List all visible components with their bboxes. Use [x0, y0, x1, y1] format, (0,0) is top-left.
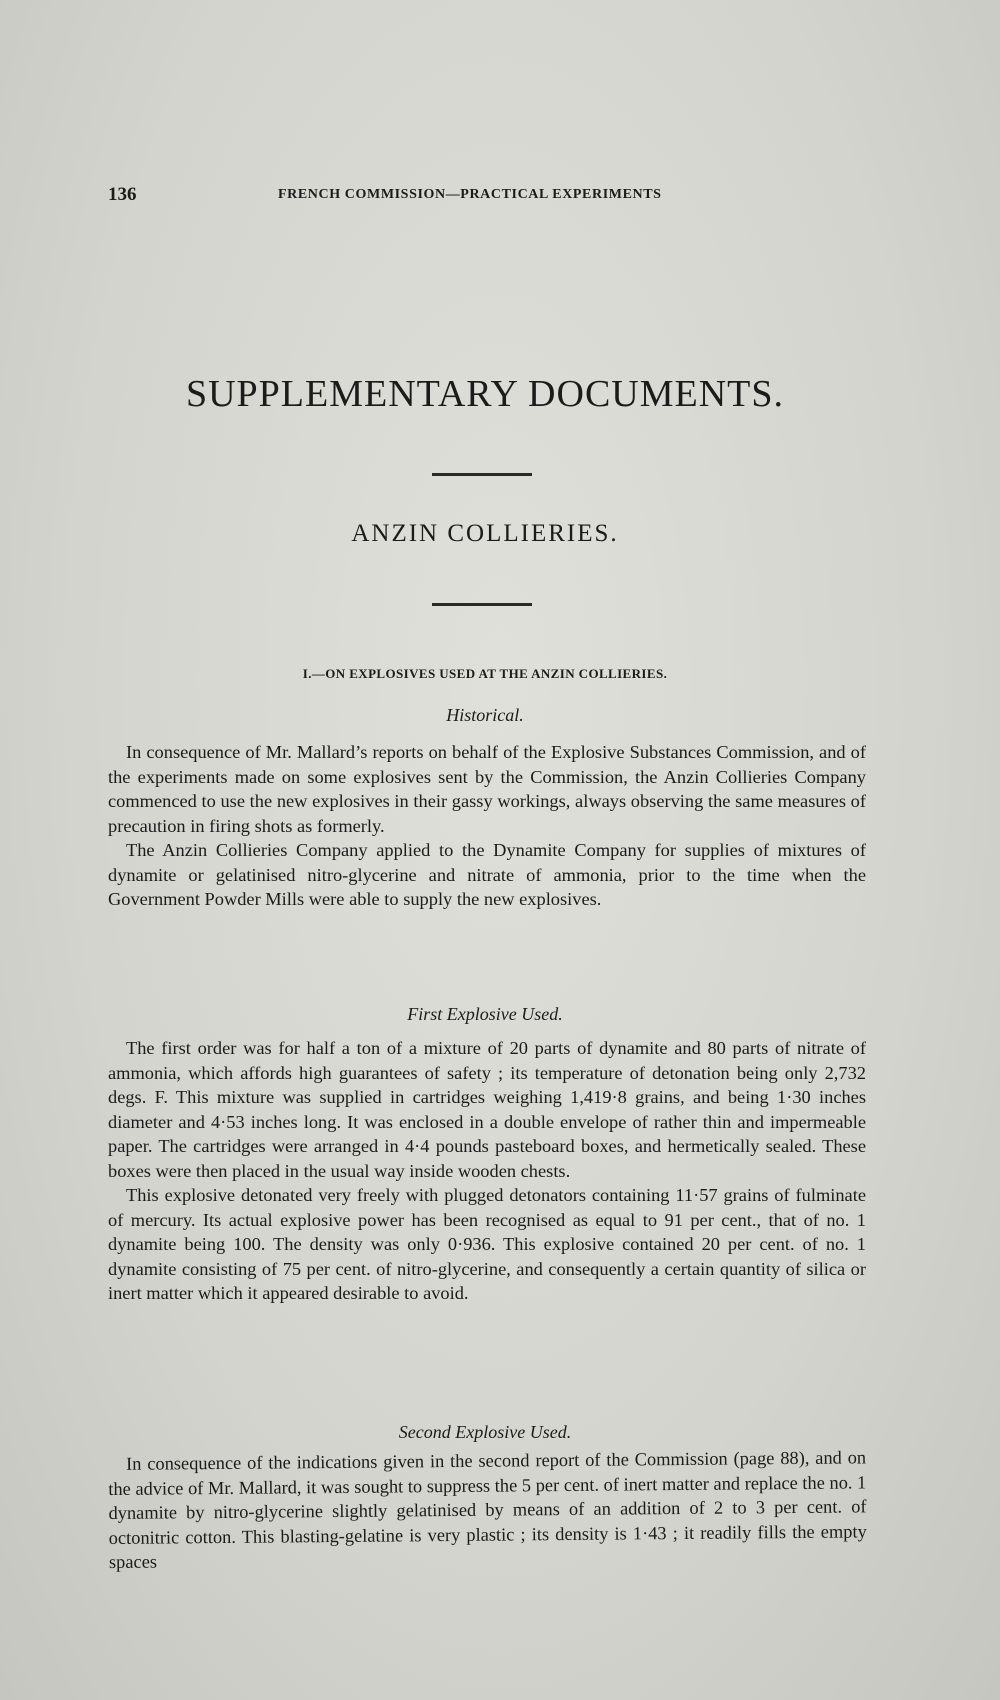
- paragraph: This explosive detonated very freely with plugged detonators containing 11·57 grains of fulminate of mercury. Its actual explosive power has been recognised as equal to 91 per cent., that of no. 1 dynamite being 100. The density was only 0·936. This explosive contained 20 per cent. of no. 1 dynamite consisting of 75 per cent. of nitro-glycerine, and consequently a certain quantity of silica or inert matter which it appeared desirable to avoid.: [108, 1185, 866, 1303]
- document-subtitle: ANZIN COLLIERIES.: [351, 520, 619, 547]
- paragraph: In consequence of Mr. Mallard’s reports on behalf of the Explosive Substances Commission, and of the experiments made on some explosives sent by the Commission, the Anzin Collieries Company commenced to use the new explosives in their gassy workings, always observing the same measures of precaution in firing shots as formerly.: [108, 742, 866, 836]
- historical-heading: Historical.: [446, 705, 524, 725]
- page-number: 136: [108, 184, 137, 205]
- first-explosive-heading: First Explosive Used.: [407, 1004, 563, 1024]
- running-title: FRENCH COMMISSION—PRACTICAL EXPERIMENTS: [278, 187, 662, 202]
- title-divider: [432, 473, 532, 476]
- paragraph: The first order was for half a ton of a mixture of 20 parts of dynamite and 80 parts of nitrate of ammonia, which affords high guarantees of safety ; its temperature of detonation being only 2,732 degs. F. This mixture was supplied in cartridges weighing 1,419·8 grains, and being 1·30 inches diameter and 4·53 inches long. It was enclosed in a double envelope of rather thin and impermeable paper. The cartridges were arranged in 4·4 pounds pasteboard boxes, and hermetically sealed. These boxes were then placed in the usual way inside wooden chests.: [108, 1038, 866, 1181]
- second-explosive-text: [108, 1445, 867, 1574]
- first-explosive-text: [108, 1036, 866, 1306]
- running-head: [108, 184, 870, 208]
- paragraph: In consequence of the indications given in the second report of the Commission (page 88), and on the advice of Mr. Mallard, it was sought to suppress the 5 per cent. of inert matter and replace the no. 1 dynamite by nitro-glycerine slightly gelatinised by means of an addition of 2 to 3 per cent. of octonitric cotton. This blasting-gelatine is very plastic ; its density is 1·43 ; it readily fills the empty spaces: [108, 1447, 867, 1572]
- section-heading: I.—ON EXPLOSIVES USED AT THE ANZIN COLLIERIES.: [302, 666, 668, 681]
- second-explosive-heading: Second Explosive Used.: [398, 1422, 572, 1442]
- historical-text: [108, 740, 866, 912]
- paragraph: The Anzin Collieries Company applied to the Dynamite Company for supplies of mixtures of dynamite or gelatinised nitro-glycerine and nitrate of ammonia, prior to the time when the Government Powder Mills were able to supply the new explosives.: [108, 840, 866, 909]
- subtitle-divider: [432, 603, 532, 606]
- document-title: SUPPLEMENTARY DOCUMENTS.: [185, 373, 785, 415]
